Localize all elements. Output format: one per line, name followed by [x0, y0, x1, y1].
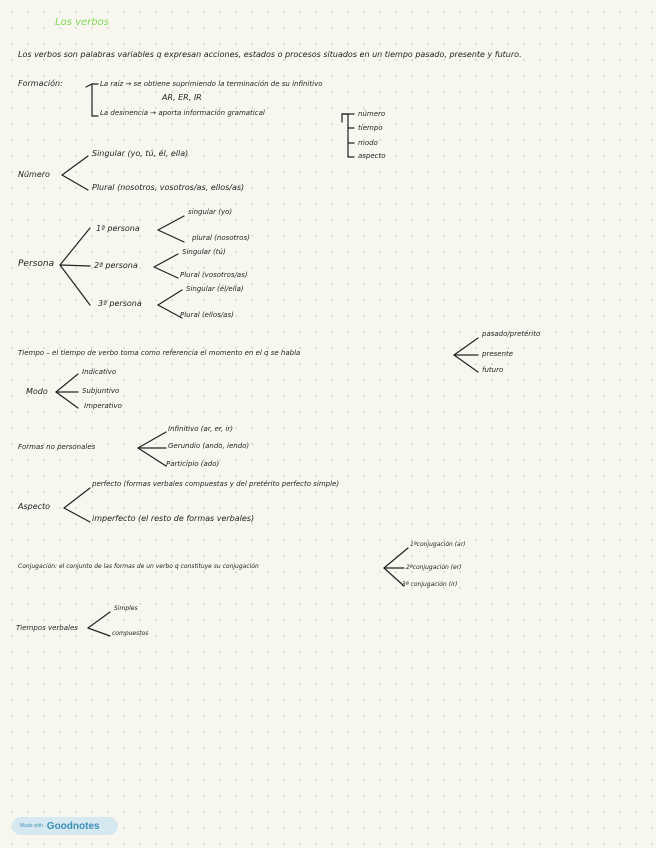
- tiempo-futuro: futuro: [482, 366, 504, 374]
- persona-2-singular: Singular (tú): [182, 248, 226, 256]
- conjugacion-2: 2ªconjugación (er): [406, 564, 462, 571]
- aspecto-label: Aspecto: [18, 502, 51, 511]
- tiempos-verbales-label: Tiempos verbales: [16, 624, 78, 632]
- tiempo-text: Tiempo – el tiempo de verbo toma como referencia el momento en el q se habla: [18, 349, 301, 357]
- conjugacion-text: Conjugación: el conjunto de las formas de un verbo q constituye su conjugación: [18, 563, 259, 570]
- persona-1: 1ª persona: [96, 224, 140, 233]
- formas-infinitivo: Infinitivo (ar, er, ir): [168, 425, 233, 433]
- formas-label: Formas no personales: [18, 443, 96, 451]
- badge-brand: Goodnotes: [46, 820, 100, 832]
- modo-label: Modo: [26, 387, 48, 396]
- numero-plural: Plural (nosotros, vosotros/as, ellos/as): [92, 183, 245, 192]
- conjugacion-3: 3ª conjugación (ir): [402, 581, 458, 588]
- formacion-raiz: La raíz → se obtiene suprimiendo la terminación de su infinitivo: [100, 80, 323, 88]
- persona-3: 3ª persona: [98, 299, 142, 308]
- formacion-terminaciones: AR, ER, IR: [162, 93, 202, 102]
- persona-1-plural: plural (nosotros): [192, 234, 250, 242]
- goodnotes-badge[interactable]: [12, 817, 118, 835]
- persona-1-singular: singular (yo): [188, 208, 233, 216]
- modo-imperativo: Imperativo: [84, 402, 122, 410]
- modo-subjuntivo: Subjuntivo: [82, 387, 120, 395]
- info-modo: modo: [358, 139, 378, 147]
- aspecto-imperfecto: imperfecto (el resto de formas verbales): [92, 514, 255, 523]
- persona-label: Persona: [18, 259, 55, 269]
- info-numero: número: [358, 110, 386, 118]
- persona-2: 2ª persona: [94, 261, 138, 270]
- modo-indicativo: Indicativo: [82, 368, 117, 376]
- persona-3-singular: Singular (él/ella): [186, 285, 244, 293]
- intro-text: Los verbos son palabras variables q expresan acciones, estados o procesos situados en un tiempo pasado, presente y futuro.: [18, 50, 522, 59]
- tiempos-compuestos: compuestos: [112, 630, 149, 637]
- page-title: Los verbos: [55, 17, 109, 28]
- info-tiempo: tiempo: [358, 124, 383, 132]
- formas-gerundio: Gerundio (ando, iendo): [168, 442, 250, 450]
- info-aspecto: aspecto: [358, 152, 386, 160]
- tiempos-simples: Simples: [114, 605, 138, 612]
- persona-3-plural: Plural (ellos/as): [180, 311, 234, 319]
- tiempo-pasado: pasado/pretérito: [482, 330, 541, 338]
- formacion-desinencia: La desinencia → aporta información gramatical: [100, 109, 265, 117]
- numero-label: Número: [18, 170, 50, 179]
- formacion-label: Formación:: [18, 79, 63, 88]
- persona-2-plural: Plural (vosotros/as): [180, 271, 248, 279]
- formas-participio: Participio (ado): [166, 460, 220, 468]
- conjugacion-1: 1ªconjugación (ar): [410, 541, 466, 548]
- numero-singular: Singular (yo, tú, él, ella): [92, 149, 189, 158]
- tiempo-presente: presente: [482, 350, 514, 358]
- aspecto-perfecto: perfecto (formas verbales compuestas y del pretérito perfecto simple): [92, 480, 340, 488]
- badge-made-with: Made with: [20, 823, 43, 829]
